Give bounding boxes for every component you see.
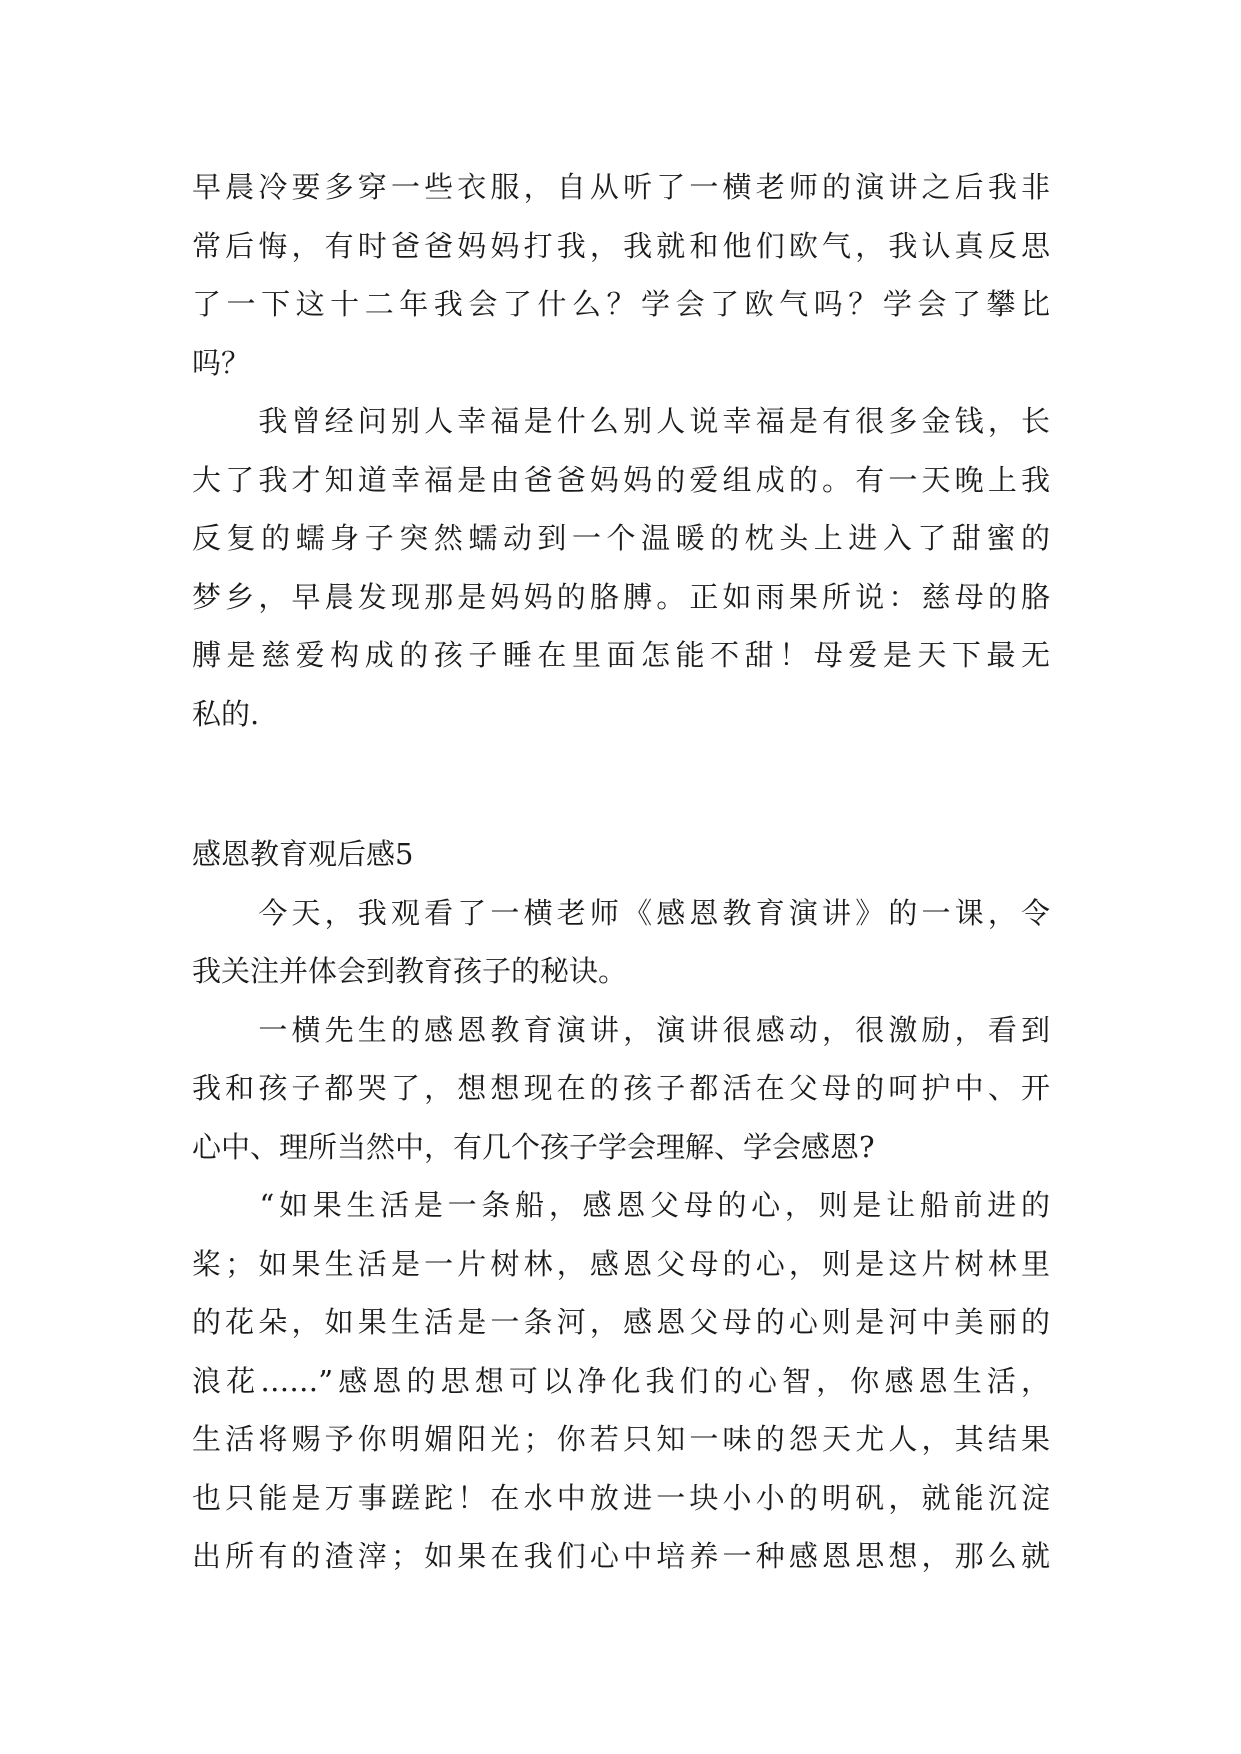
text-line: 也只能是万事蹉跎！在水中放进一块小小的明矾，就能沉淀: [192, 1480, 1050, 1515]
text-line: 我关注并体会到教育孩子的秘诀。: [192, 954, 628, 988]
text-line: 的花朵，如果生活是一条河，感恩父母的心则是河中美丽的: [192, 1305, 1050, 1339]
text-line: 常后悔，有时爸爸妈妈打我，我就和他们欧气，我认真反思: [192, 228, 1050, 263]
text-line: 膊是慈爱构成的孩子睡在里面怎能不甜！母爱是天下最无: [192, 638, 1050, 672]
text-line: 出所有的渣滓；如果在我们心中培养一种感恩思想，那么就: [192, 1539, 1050, 1573]
section-spacer: [192, 743, 1050, 825]
paragraph: [192, 158, 1050, 392]
text-line: 大了我才知道幸福是由爸爸妈妈的爱组成的。有一天晚上我: [192, 462, 1050, 497]
text-line: 了一下这十二年我会了什么？学会了欧气吗？学会了攀比: [192, 287, 1050, 321]
text-line: 吗？: [192, 345, 251, 380]
text-line: “如果生活是一条船，感恩父母的心，则是让船前进的: [192, 1188, 1050, 1222]
text-line: 生活将赐予你明媚阳光；你若只知一味的怨天尤人，其结果: [192, 1422, 1050, 1456]
text-line: 桨；如果生活是一片树林，感恩父母的心，则是这片树林里: [192, 1246, 1050, 1281]
text-line: 我和孩子都哭了，想想现在的孩子都活在父母的呵护中、开: [192, 1071, 1050, 1105]
text-line: 反复的蠕身子突然蠕动到一个温暖的枕头上进入了甜蜜的: [192, 521, 1050, 555]
text-line: 我曾经问别人幸福是什么别人说幸福是有很多金钱，长: [192, 404, 1050, 438]
text-line: 梦乡，早晨发现那是妈妈的胳膊。正如雨果所说：慈母的胳: [192, 579, 1050, 614]
paragraph: [192, 884, 1050, 1001]
document-page: [192, 158, 1050, 1586]
text-line: 早晨冷要多穿一些衣服，自从听了一横老师的演讲之后我非: [192, 170, 1050, 204]
text-line: 浪花……”感恩的思想可以净化我们的心智，你感恩生活，: [192, 1363, 1050, 1398]
text-line: 今天，我观看了一横老师《感恩教育演讲》的一课，令: [192, 895, 1050, 930]
paragraph: [192, 1001, 1050, 1177]
paragraph: [192, 1176, 1050, 1586]
paragraph: [192, 392, 1050, 743]
section-heading: 感恩教育观后感5: [192, 837, 414, 871]
text-line: 心中、理所当然中，有几个孩子学会理解、学会感恩?: [192, 1129, 875, 1164]
text-line: 私的.: [192, 696, 260, 731]
text-line: 一横先生的感恩教育演讲，演讲很感动，很激励，看到: [192, 1012, 1050, 1047]
